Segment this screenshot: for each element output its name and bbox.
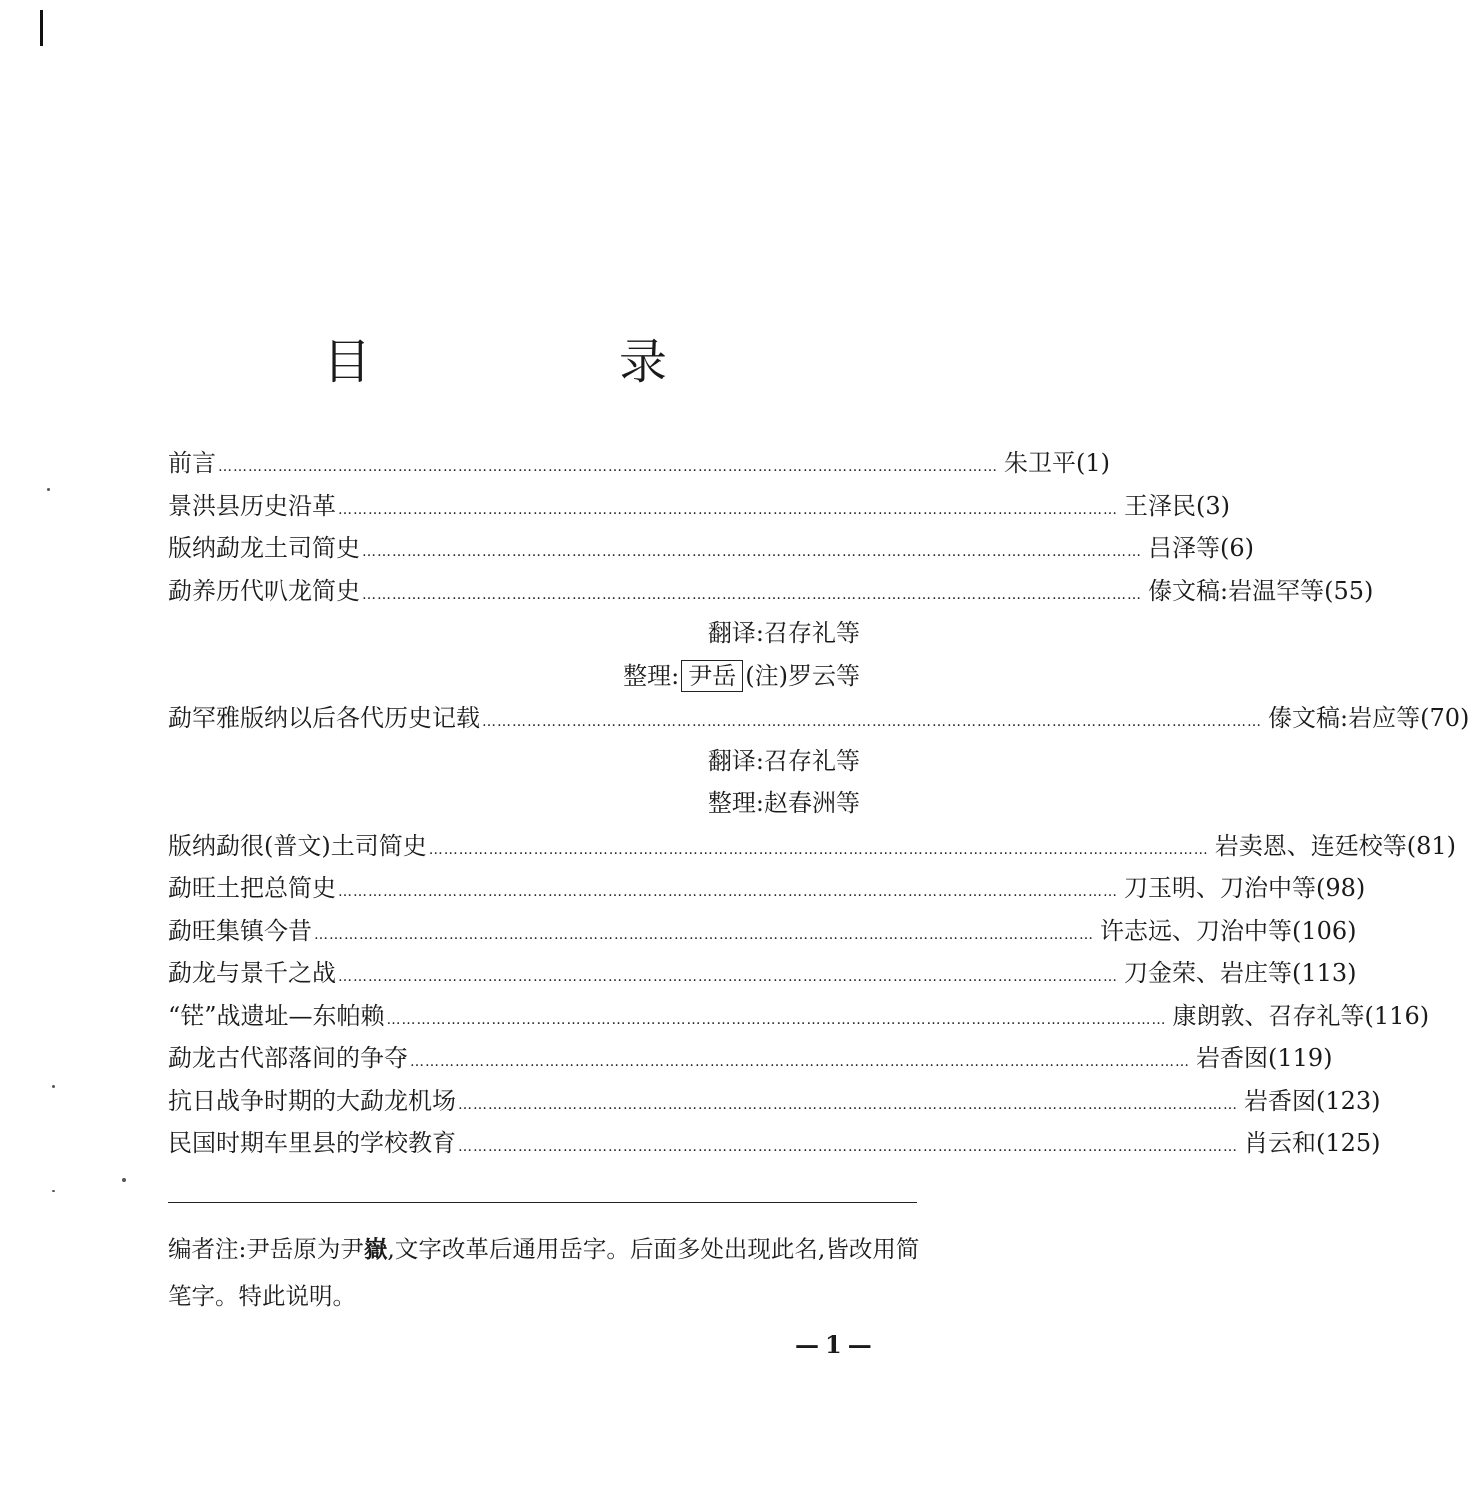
toc-entry-title: 前言 (168, 449, 216, 477)
page-number: —1— (795, 1330, 878, 1359)
toc-entry-title: 版纳勐很(普文)土司简史 (168, 831, 427, 860)
toc-entry (168, 1122, 1381, 1165)
footnote-divider (168, 1202, 917, 1203)
toc-entry (168, 1037, 1333, 1080)
toc-entry-title: 勐养历代叭龙简史 (168, 576, 360, 605)
table-of-contents (168, 442, 1469, 1165)
editor-label: 整理: (623, 661, 680, 690)
toc-entry-title: 勐罕雅版纳以后各代历史记载 (168, 704, 480, 732)
leader-dots: ………………………………………………………………………………………………………………………………………… (482, 714, 1262, 730)
toc-entry (168, 910, 1357, 953)
leader-dots: ………………………………………………………………………………………………………………………………………… (458, 1139, 1238, 1155)
leader-dots: ………………………………………………………………………………………………………………………………………… (338, 969, 1118, 985)
toc-entry-title: 勐旺土把总简史 (168, 874, 336, 902)
toc-entry-translator: 翻译:召存礼等 (707, 619, 860, 647)
scan-speck (47, 488, 50, 491)
toc-entry (168, 485, 1230, 528)
toc-entry-author: 吕泽等(6) (1148, 534, 1254, 562)
toc-entry-author: 刀玉明、刀治中等(98) (1124, 874, 1366, 902)
note-text-end: ,文字改革后通用岳字。后面多处出现此名,皆改用简笔字。特此说明。 (168, 1235, 920, 1310)
toc-entry-author: 刀金荣、岩庄等(113) (1124, 959, 1357, 987)
toc-entry (168, 697, 1469, 740)
leader-dots: ………………………………………………………………………………………………………………………………………… (458, 1096, 1238, 1113)
leader-dots: ………………………………………………………………………………………………………………………………………… (338, 501, 1118, 518)
toc-entry-author: 傣文稿:岩温罕等(55) (1148, 576, 1374, 605)
scan-speck (52, 1190, 55, 1192)
leader-dots: ………………………………………………………………………………………………………………………………………… (314, 926, 1094, 943)
toc-entry-author: 岩卖恩、连廷校等(81) (1214, 831, 1456, 860)
leader-dots: ………………………………………………………………………………………………………………………………………… (386, 1011, 1167, 1028)
toc-entry (168, 867, 1366, 910)
toc-entry-author: 岩香囡(123) (1244, 1086, 1381, 1115)
toc-entry-title: 民国时期车里县的学校教育 (168, 1129, 456, 1157)
editor-rest: (注)罗云等 (745, 661, 860, 690)
scan-speck (52, 1085, 55, 1088)
toc-entry (168, 570, 1374, 613)
toc-entry-title: 勐龙古代部落间的争夺 (168, 1044, 408, 1072)
leader-dots: ………………………………………………………………………………………………………………………………………… (218, 459, 998, 475)
page-title: 目 录 (322, 334, 767, 391)
toc-entry-author: 康朗敦、召存礼等(116) (1172, 1001, 1430, 1030)
leader-dots: ………………………………………………………………………………………………………………………………………… (410, 1054, 1190, 1070)
scan-speck (122, 1178, 126, 1182)
toc-entry-author: 傣文稿:岩应等(70) (1268, 704, 1469, 732)
page-edge-mark (40, 10, 43, 46)
toc-entry (168, 995, 1430, 1038)
toc-entry-title: 勐龙与景千之战 (168, 959, 336, 987)
toc-entry (168, 825, 1456, 868)
toc-entry-author: 许志远、刀治中等(106) (1100, 916, 1357, 945)
toc-entry (168, 952, 1357, 995)
toc-entry-title: 抗日战争时期的大勐龙机场 (168, 1086, 456, 1115)
toc-entry-author: 朱卫平(1) (1004, 449, 1110, 477)
boxed-name: 尹岳 (681, 660, 743, 692)
toc-entry-author: 岩香囡(119) (1196, 1044, 1333, 1072)
toc-entry (168, 1080, 1381, 1123)
editor-note (168, 1226, 928, 1320)
leader-dots: ………………………………………………………………………………………………………………………………………… (338, 884, 1118, 900)
toc-entry-author: 王泽民(3) (1124, 491, 1230, 520)
toc-entry-title: 版纳勐龙土司简史 (168, 534, 360, 562)
note-text-start: 编者注:尹岳原为尹 (168, 1235, 364, 1263)
toc-entry-title: 景洪县历史沿革 (168, 491, 336, 520)
toc-entry-title: “铓”战遗址—东帕赖 (168, 1001, 385, 1030)
note-bold-char: 嶽 (363, 1235, 388, 1263)
toc-entry-translator: 翻译:召存礼等 (707, 746, 860, 775)
leader-dots: ………………………………………………………………………………………………………………………………………… (362, 586, 1142, 603)
toc-entry-editor (168, 655, 917, 698)
toc-entry (168, 442, 1110, 485)
toc-entry (168, 527, 1254, 570)
toc-entry-author: 肖云和(125) (1244, 1129, 1381, 1157)
leader-dots: ………………………………………………………………………………………………………………………………………… (362, 544, 1142, 560)
toc-entry-title: 勐旺集镇今昔 (168, 916, 312, 945)
leader-dots: ………………………………………………………………………………………………………………………………………… (428, 841, 1209, 858)
toc-entry-editor: 整理:赵春洲等 (707, 789, 860, 817)
